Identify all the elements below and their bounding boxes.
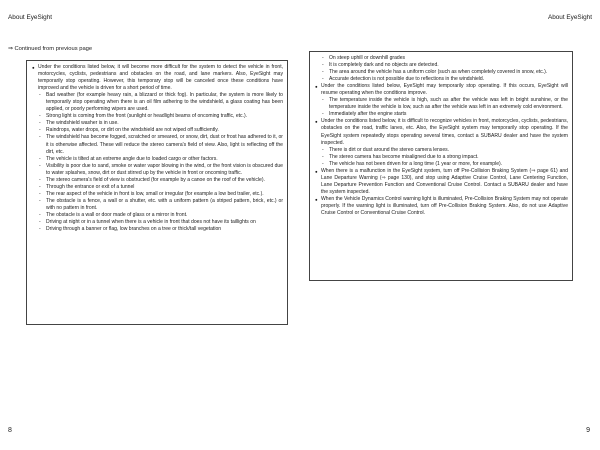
dash-item: - The obstacle is a fence, a wall or a shutter, etc. with a uniform pattern (a striped pattern, brick, etc.) or with no pattern in front.: [32, 198, 283, 212]
dash-item: - On steep uphill or downhill grades: [315, 55, 568, 62]
dash-item: - The vehicle has not been driven for a long time (1 year or more, for example).: [315, 161, 568, 168]
bullet-item: ● Under the conditions listed below, EyeSight may temporarily stop operating. If this occurs, EyeSight will resume operating when the conditions improve.: [315, 83, 568, 97]
dash-item: - The obstacle is a wall or door made of glass or a mirror in front.: [32, 212, 283, 219]
dash-item: - The stereo camera's field of view is obstructed (for example by a canoe on the roof of the vehicle).: [32, 177, 283, 184]
page-number-right: 9: [586, 427, 590, 434]
dash-item: - The temperature inside the vehicle is high, such as after the vehicle was left in bright sunshine, or the temperature inside the vehicle is low, such as after the vehicle was left in an extremely cold environment.: [315, 97, 568, 111]
bullet-item: ● Under the conditions listed below, it is difficult to recognize vehicles in front, motorcycles, cyclists, pedestrians, obstacles on the road, traffic lanes, etc. Also, the EyeSight system may temporarily stop operating. If the EyeSight system repeatedly stops operating several times, contact a SUBARU dealer and have the system inspected.: [315, 118, 568, 146]
right-condition-list: [315, 55, 568, 217]
running-header-left: About EyeSight: [8, 14, 53, 21]
dash-item: - Immediately after the engine starts: [315, 111, 568, 118]
dash-item: - The vehicle is tilted at an extreme angle due to loaded cargo or other factors.: [32, 156, 283, 163]
dash-item: - The stereo camera has become misaligned due to a strong impact.: [315, 154, 568, 161]
dash-item: - Bad weather (for example heavy rain, a blizzard or thick fog). In particular, the system is more likely to temporarily stop operating when there is an oil film adhering to the windshield, a glass coating has been applied, or poorly performing wipers are used.: [32, 92, 283, 113]
bullet-item: ● When there is a malfunction in the EyeSight system, turn off Pre-Collision Braking System (⇒ page 61) and Lane Departure Warning (⇒ page 130), and stop using Adaptive Cruise Control, Lane Centering Function, Lane Departure Prevention Function and Conventional Cruise Control. Contact a SUBARU dealer and have the system inspected.: [315, 168, 568, 196]
bullet-item: ● Under the conditions listed below, it will become more difficult for the system to detect the vehicle in front, motorcycles, cyclists, pedestrians and obstacles on the road, and lane markers. Also, EyeSight may temporarily stop operating. However, this temporary stop will be canceled once these conditions have improved and the vehicle is driven for a short period of time.: [32, 64, 283, 92]
dash-item: - Driving through a banner or flag, low branches on a tree or thick/tall vegetation: [32, 226, 283, 233]
dash-item: - Raindrops, water drops, or dirt on the windshield are not wiped off sufficiently.: [32, 127, 283, 134]
bullet-item: ● When the Vehicle Dynamics Control warning light is illuminated, Pre-Collision Braking System may not operate properly. If the warning light is illuminated, turn off Pre-Collision Braking System. Also, do not use Adaptive Cruise Control or Conventional Cruise Control.: [315, 196, 568, 217]
dash-item: - Strong light is coming from the front (sunlight or headlight beams of oncoming traffic, etc.).: [32, 113, 283, 120]
continued-note: ⇒ Continued from previous page: [8, 46, 93, 52]
dash-item: - Accurate detection is not possible due to reflections in the windshield.: [315, 76, 568, 83]
dash-item: - Driving at night or in a tunnel when there is a vehicle in front that does not have its taillights on: [32, 219, 283, 226]
page-number-left: 8: [8, 427, 12, 434]
dash-item: - The rear aspect of the vehicle in front is low, small or irregular (for example a low bed trailer, etc.).: [32, 191, 283, 198]
left-notice-box: [26, 60, 288, 325]
dash-item: - It is completely dark and no objects are detected.: [315, 62, 568, 69]
dash-item: - There is dirt or dust around the stereo camera lenses.: [315, 147, 568, 154]
dash-item: - The area around the vehicle has a uniform color (such as when completely covered in snow, etc.).: [315, 69, 568, 76]
dash-item: - The windshield has become fogged, scratched or smeared, or snow, dirt, dust or frost has adhered to it, or it is otherwise affected. These will reduce the stereo camera's field of view. Also, light is reflecting off the dirt, etc.: [32, 134, 283, 155]
dash-item: - Through the entrance or exit of a tunnel: [32, 184, 283, 191]
running-header-right: About EyeSight: [547, 14, 592, 21]
left-condition-list: [32, 64, 283, 233]
right-notice-box: [309, 51, 573, 281]
dash-item: - Visibility is poor due to sand, smoke or water vapor blowing in the wind, or the front vision is obscured due to water splashes, snow, dirt or dust stirred up by the vehicle in front or oncoming traffic.: [32, 163, 283, 177]
dash-item: - The windshield washer is in use.: [32, 120, 283, 127]
